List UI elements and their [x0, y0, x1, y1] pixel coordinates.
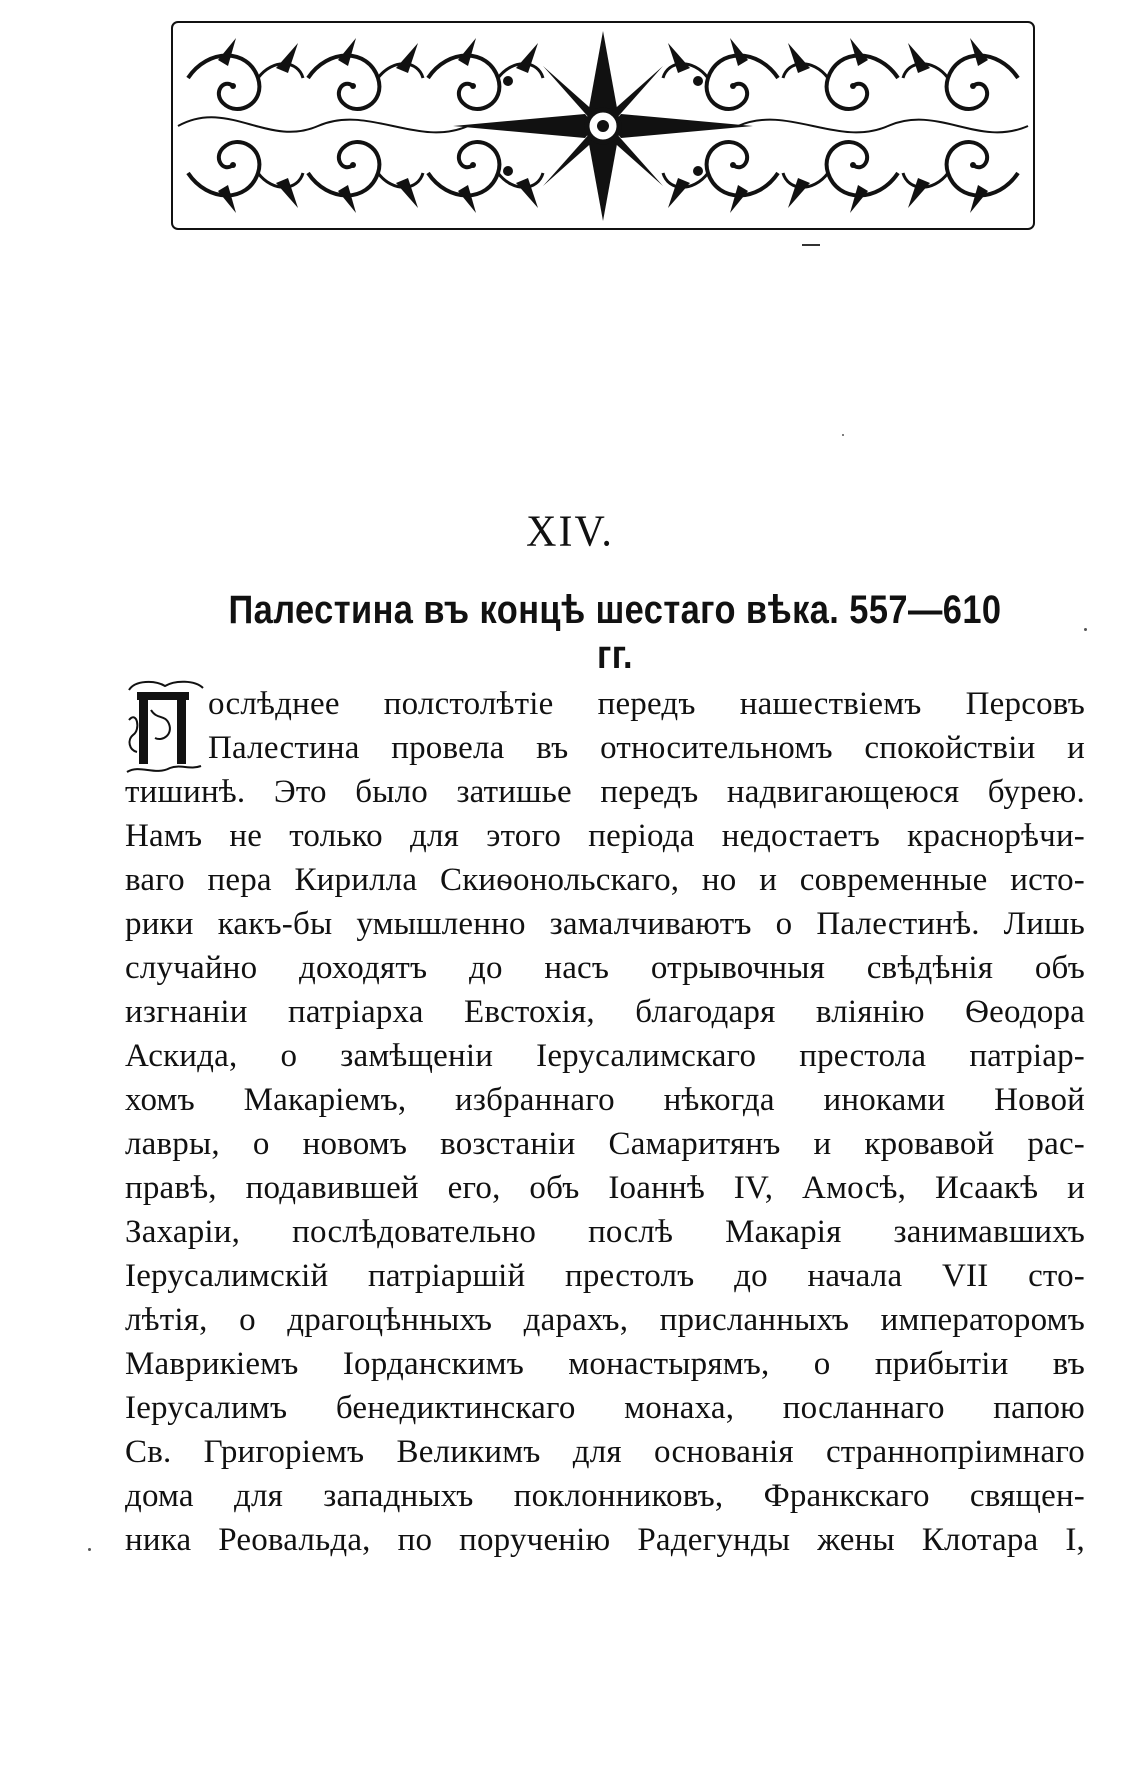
- text-line: Аскида, о замѣщеніи Іерусалимскаго престола патріар-: [125, 1038, 1085, 1074]
- text-line: Захаріи, послѣдовательно послѣ Макарія занимавшихъ: [125, 1214, 1085, 1250]
- text-line: случайно доходятъ до насъ отрывочныя свѣдѣнія объ: [125, 950, 1085, 986]
- paper-speck: [88, 1548, 91, 1551]
- paper-speck: [1084, 628, 1087, 631]
- text-line: Маврикіемъ Іорданскимъ монастырямъ, о прибытіи въ: [125, 1346, 1085, 1382]
- chapter-title: Палестина въ концѣ шестаго вѣка. 557—610 гг.: [228, 588, 1002, 677]
- text-line: Іерусалимскій патріаршій престолъ до начала VII сто-: [125, 1258, 1085, 1294]
- decorative-headpiece-ornament: [168, 18, 1038, 233]
- text-line: Св. Григоріемъ Великимъ для основанія страннопріимнаго: [125, 1434, 1085, 1470]
- paper-speck: [842, 434, 844, 436]
- chapter-number: XIV.: [526, 507, 614, 557]
- text-line: лавры, о новомъ возстаніи Самаритянъ и кровавой рас-: [125, 1126, 1085, 1162]
- text-line: изгнаніи патріарха Евстохія, благодаря вліянію Ѳеодора: [125, 994, 1085, 1030]
- text-line: ваго пера Кирилла Скиѳонольскаго, но и современные исто-: [125, 862, 1085, 898]
- text-line: ника Реовальда, по порученію Радегунды жены Клотара I,: [125, 1522, 1085, 1558]
- text-line: дома для западныхъ поклонниковъ, Франкскаго священ-: [125, 1478, 1085, 1514]
- ornament-dash: [802, 244, 820, 246]
- ornamental-drop-cap: [125, 680, 207, 780]
- text-line: правѣ, подавившей его, объ Іоаннѣ IV, Амосѣ, Исаакѣ и: [125, 1170, 1085, 1206]
- text-line: хомъ Макаріемъ, избраннаго нѣкогда иноками Новой: [125, 1082, 1085, 1118]
- text-line: ослѣднее полстолѣтіе передъ нашествіемъ Персовъ: [208, 686, 1085, 722]
- text-line: тишинѣ. Это было затишье передъ надвигающеюся бурею.: [125, 774, 1085, 810]
- text-line: Іерусалимъ бенедиктинскаго монаха, посланнаго папою: [125, 1390, 1085, 1426]
- text-line: Палестина провела въ относительномъ спокойствіи и: [208, 730, 1085, 766]
- text-line: лѣтія, о драгоцѣнныхъ дарахъ, присланныхъ императоромъ: [125, 1302, 1085, 1338]
- text-line: Намъ не только для этого періода недостаетъ краснорѣчи-: [125, 818, 1085, 854]
- text-line: рики какъ-бы умышленно замалчиваютъ о Палестинѣ. Лишь: [125, 906, 1085, 942]
